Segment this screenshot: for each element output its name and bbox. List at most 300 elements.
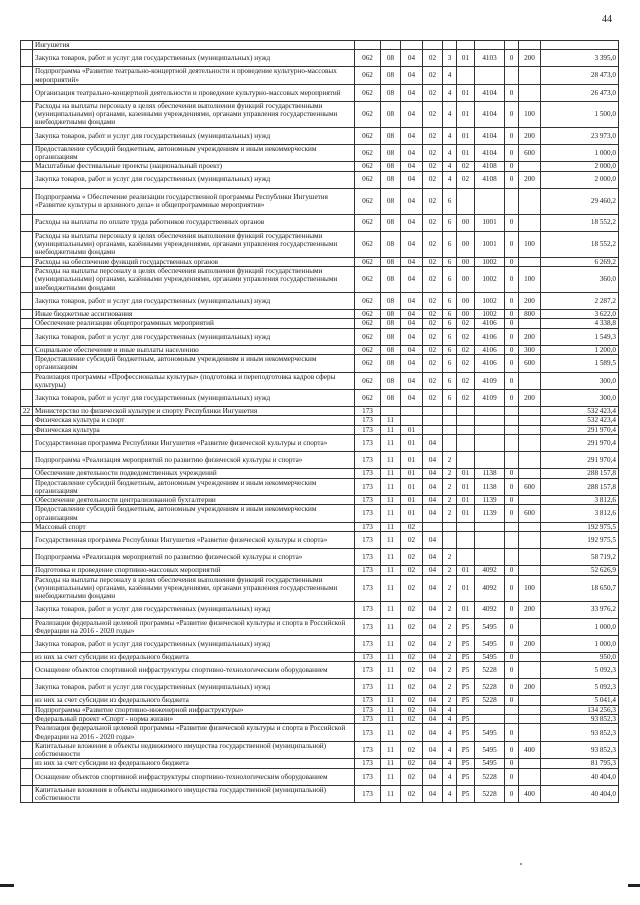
amount-cell: 29 460,2 bbox=[541, 188, 619, 214]
ministry-code-cell: 062 bbox=[355, 319, 381, 328]
section-code-cell: 08 bbox=[381, 345, 401, 354]
table-row bbox=[21, 231, 619, 257]
subsection-code-cell: 04 bbox=[401, 67, 423, 84]
event-code-cell: P5 bbox=[457, 662, 475, 679]
event-code-cell bbox=[457, 705, 475, 714]
sub-direction-cell bbox=[505, 425, 519, 434]
subprogram-code-cell: 2 bbox=[443, 549, 457, 566]
section-code-cell: 11 bbox=[381, 416, 401, 425]
row-number-cell bbox=[21, 389, 33, 406]
subprogram-code-cell: 6 bbox=[443, 257, 457, 266]
sub-direction-cell: 0 bbox=[505, 768, 519, 785]
event-code-cell: 01 bbox=[457, 495, 475, 504]
table-row bbox=[21, 257, 619, 266]
sub-direction-cell: 0 bbox=[505, 345, 519, 354]
amount-cell: 1 000,0 bbox=[541, 618, 619, 635]
amount-cell: 18 650,7 bbox=[541, 575, 619, 601]
program-code-cell: 02 bbox=[423, 162, 443, 171]
program-code-cell: 02 bbox=[423, 188, 443, 214]
direction-code-cell bbox=[475, 532, 505, 549]
ministry-code-cell: 062 bbox=[355, 266, 381, 292]
amount-cell: 2 000,0 bbox=[541, 162, 619, 171]
section-code-cell: 11 bbox=[381, 679, 401, 696]
sub-direction-cell: 0 bbox=[505, 469, 519, 478]
subprogram-code-cell: 2 bbox=[443, 495, 457, 504]
subprogram-code-cell: 2 bbox=[443, 679, 457, 696]
table-row bbox=[21, 372, 619, 389]
sub-direction-cell: 0 bbox=[505, 785, 519, 802]
ministry-code-cell: 062 bbox=[355, 84, 381, 101]
subsection-code-cell: 04 bbox=[401, 144, 423, 161]
expense-type-cell: 400 bbox=[519, 785, 541, 802]
direction-code-cell bbox=[475, 549, 505, 566]
event-code-cell: 01 bbox=[457, 575, 475, 601]
expense-name-cell: Иные бюджетные ассигнования bbox=[33, 309, 355, 318]
subprogram-code-cell: 2 bbox=[443, 566, 457, 575]
subprogram-code-cell bbox=[443, 435, 457, 452]
expense-type-cell bbox=[519, 696, 541, 705]
amount-cell: 5 092,3 bbox=[541, 662, 619, 679]
row-number-cell bbox=[21, 309, 33, 318]
program-code-cell: 02 bbox=[423, 84, 443, 101]
program-code-cell bbox=[423, 41, 443, 50]
amount-cell: 33 976,2 bbox=[541, 601, 619, 618]
section-code-cell: 11 bbox=[381, 705, 401, 714]
sub-direction-cell bbox=[505, 188, 519, 214]
direction-code-cell bbox=[475, 67, 505, 84]
section-code-cell: 08 bbox=[381, 309, 401, 318]
program-code-cell: 04 bbox=[423, 549, 443, 566]
expense-name-cell: Физическая культура и спорт bbox=[33, 416, 355, 425]
expense-name-cell: Расходы на выплаты персоналу в целях обеспечения выполнения функций государственными (муниципальными) органами, казёнными учреждениями, органами управления государственными внебюджетными фондами bbox=[33, 231, 355, 257]
sub-direction-cell: 0 bbox=[505, 127, 519, 144]
subprogram-code-cell: 4 bbox=[443, 741, 457, 758]
expense-type-cell: 100 bbox=[519, 101, 541, 127]
subsection-code-cell: 04 bbox=[401, 309, 423, 318]
subsection-code-cell: 04 bbox=[401, 389, 423, 406]
expense-name-cell: Расходы на выплаты по оплате труда работников государственных органов bbox=[33, 214, 355, 231]
subsection-code-cell: 04 bbox=[401, 328, 423, 345]
row-number-cell bbox=[21, 292, 33, 309]
event-code-cell bbox=[457, 188, 475, 214]
subsection-code-cell: 01 bbox=[401, 435, 423, 452]
expense-name-cell: Ингушетия bbox=[33, 41, 355, 50]
expense-name-cell: Реализация федеральной целевой программы «Развитие физической культуры и спорта в Российской Федерации на 2016 - 2020 годы» bbox=[33, 724, 355, 741]
ministry-code-cell: 173 bbox=[355, 679, 381, 696]
expense-name-cell: Оснащение объектов спортивной инфраструктуры спортивно-технологическим оборудованием bbox=[33, 662, 355, 679]
row-number-cell bbox=[21, 328, 33, 345]
program-code-cell: 02 bbox=[423, 328, 443, 345]
expense-name-cell: Подготовка и проведение спортивно-массовых мероприятий bbox=[33, 566, 355, 575]
subsection-code-cell: 01 bbox=[401, 495, 423, 504]
section-code-cell: 11 bbox=[381, 785, 401, 802]
row-number-cell bbox=[21, 522, 33, 531]
section-code-cell bbox=[381, 41, 401, 50]
expense-name-cell: Закупка товаров, работ и услуг для государственных (муниципальных) нужд bbox=[33, 635, 355, 652]
ministry-code-cell: 173 bbox=[355, 505, 381, 522]
row-number-cell bbox=[21, 532, 33, 549]
subprogram-code-cell: 2 bbox=[443, 662, 457, 679]
section-code-cell: 11 bbox=[381, 724, 401, 741]
event-code-cell bbox=[457, 67, 475, 84]
expense-type-cell bbox=[519, 257, 541, 266]
amount-cell: 288 157,8 bbox=[541, 469, 619, 478]
section-code-cell: 08 bbox=[381, 257, 401, 266]
event-code-cell: 01 bbox=[457, 601, 475, 618]
expense-type-cell: 300 bbox=[519, 345, 541, 354]
subsection-code-cell: 04 bbox=[401, 319, 423, 328]
expense-type-cell bbox=[519, 759, 541, 768]
ministry-code-cell: 062 bbox=[355, 214, 381, 231]
event-code-cell: 01 bbox=[457, 478, 475, 495]
row-number-cell: 22 bbox=[21, 406, 33, 415]
sub-direction-cell: 0 bbox=[505, 652, 519, 661]
table-row bbox=[21, 41, 619, 50]
subprogram-code-cell: 3 bbox=[443, 50, 457, 67]
row-number-cell bbox=[21, 162, 33, 171]
event-code-cell bbox=[457, 406, 475, 415]
ministry-code-cell: 173 bbox=[355, 469, 381, 478]
subsection-code-cell: 02 bbox=[401, 705, 423, 714]
row-number-cell bbox=[21, 635, 33, 652]
subprogram-code-cell: 4 bbox=[443, 759, 457, 768]
table-row bbox=[21, 679, 619, 696]
amount-cell: 288 157,8 bbox=[541, 478, 619, 495]
sub-direction-cell bbox=[505, 452, 519, 469]
subsection-code-cell: 02 bbox=[401, 759, 423, 768]
table-row bbox=[21, 469, 619, 478]
direction-code-cell: 4104 bbox=[475, 84, 505, 101]
subsection-code-cell: 02 bbox=[401, 532, 423, 549]
program-code-cell bbox=[423, 416, 443, 425]
direction-code-cell: 5228 bbox=[475, 768, 505, 785]
table-row bbox=[21, 549, 619, 566]
table-row bbox=[21, 425, 619, 434]
ministry-code-cell: 173 bbox=[355, 416, 381, 425]
amount-cell bbox=[541, 41, 619, 50]
section-code-cell: 08 bbox=[381, 171, 401, 188]
ministry-code-cell: 173 bbox=[355, 478, 381, 495]
expense-name-cell: Расходы на выплаты персоналу в целях обеспечения выполнения функций государственными (муниципальными) органами, казёнными учреждениями, органами управления государственными внебюджетными фондами bbox=[33, 575, 355, 601]
ministry-code-cell: 062 bbox=[355, 345, 381, 354]
table-row bbox=[21, 522, 619, 531]
expense-type-cell bbox=[519, 425, 541, 434]
section-code-cell: 08 bbox=[381, 389, 401, 406]
program-code-cell: 04 bbox=[423, 705, 443, 714]
sub-direction-cell: 0 bbox=[505, 309, 519, 318]
amount-cell: 40 404,0 bbox=[541, 768, 619, 785]
direction-code-cell: 4106 bbox=[475, 355, 505, 372]
table-row bbox=[21, 601, 619, 618]
expense-name-cell: Подпрограмма «Развитие спортивно-инженерной инфраструктуры» bbox=[33, 705, 355, 714]
section-code-cell: 11 bbox=[381, 618, 401, 635]
program-code-cell: 04 bbox=[423, 741, 443, 758]
direction-code-cell: 4092 bbox=[475, 601, 505, 618]
sub-direction-cell: 0 bbox=[505, 292, 519, 309]
direction-code-cell bbox=[475, 425, 505, 434]
program-code-cell: 04 bbox=[423, 478, 443, 495]
expense-type-cell bbox=[519, 768, 541, 785]
expense-type-cell bbox=[519, 705, 541, 714]
ministry-code-cell: 062 bbox=[355, 171, 381, 188]
table-row bbox=[21, 705, 619, 714]
amount-cell: 3 812,6 bbox=[541, 505, 619, 522]
subprogram-code-cell bbox=[443, 522, 457, 531]
expense-type-cell: 600 bbox=[519, 144, 541, 161]
expense-name-cell: Закупка товаров, работ и услуг для государственных (муниципальных) нужд bbox=[33, 292, 355, 309]
program-code-cell: 04 bbox=[423, 452, 443, 469]
subsection-code-cell: 02 bbox=[401, 662, 423, 679]
table-row bbox=[21, 67, 619, 84]
subprogram-code-cell bbox=[443, 416, 457, 425]
expense-name-cell: Закупка товаров, работ и услуг для государственных (муниципальных) нужд bbox=[33, 601, 355, 618]
subprogram-code-cell: 4 bbox=[443, 127, 457, 144]
sub-direction-cell bbox=[505, 41, 519, 50]
subprogram-code-cell: 4 bbox=[443, 84, 457, 101]
amount-cell: 6 269,2 bbox=[541, 257, 619, 266]
subprogram-code-cell: 4 bbox=[443, 768, 457, 785]
event-code-cell: 01 bbox=[457, 469, 475, 478]
expense-name-cell: Предоставление субсидий бюджетным, автономным учреждениям и иным некоммерческим организациям bbox=[33, 478, 355, 495]
subprogram-code-cell: 6 bbox=[443, 355, 457, 372]
subsection-code-cell: 02 bbox=[401, 768, 423, 785]
table-row bbox=[21, 355, 619, 372]
row-number-cell bbox=[21, 144, 33, 161]
sub-direction-cell: 0 bbox=[505, 679, 519, 696]
table-row bbox=[21, 652, 619, 661]
event-code-cell bbox=[457, 522, 475, 531]
event-code-cell: 01 bbox=[457, 505, 475, 522]
section-code-cell: 08 bbox=[381, 101, 401, 127]
section-code-cell: 08 bbox=[381, 144, 401, 161]
sub-direction-cell bbox=[505, 705, 519, 714]
amount-cell: 360,0 bbox=[541, 266, 619, 292]
sub-direction-cell: 0 bbox=[505, 601, 519, 618]
section-code-cell: 08 bbox=[381, 127, 401, 144]
expense-name-cell: Подпрограмма «Реализация мероприятий по развитию физической культуры и спорта» bbox=[33, 452, 355, 469]
event-code-cell bbox=[457, 41, 475, 50]
direction-code-cell: 5228 bbox=[475, 785, 505, 802]
event-code-cell: 02 bbox=[457, 328, 475, 345]
amount-cell: 81 795,3 bbox=[541, 759, 619, 768]
section-code-cell: 08 bbox=[381, 162, 401, 171]
section-code-cell: 08 bbox=[381, 214, 401, 231]
direction-code-cell: 4109 bbox=[475, 389, 505, 406]
row-number-cell bbox=[21, 127, 33, 144]
expense-type-cell bbox=[519, 416, 541, 425]
direction-code-cell: 1001 bbox=[475, 214, 505, 231]
direction-code-cell: 5228 bbox=[475, 696, 505, 705]
expense-name-cell: из них за счет субсидии из федерального бюджета bbox=[33, 696, 355, 705]
expense-type-cell: 200 bbox=[519, 292, 541, 309]
event-code-cell: 02 bbox=[457, 319, 475, 328]
row-number-cell bbox=[21, 566, 33, 575]
event-code-cell bbox=[457, 416, 475, 425]
expense-name-cell: Закупка товаров, работ и услуг для государственных (муниципальных) нужд bbox=[33, 127, 355, 144]
subsection-code-cell bbox=[401, 41, 423, 50]
event-code-cell: 02 bbox=[457, 355, 475, 372]
amount-cell: 93 852,3 bbox=[541, 715, 619, 724]
sub-direction-cell: 0 bbox=[505, 257, 519, 266]
ministry-code-cell: 173 bbox=[355, 435, 381, 452]
section-code-cell: 11 bbox=[381, 532, 401, 549]
sub-direction-cell: 0 bbox=[505, 372, 519, 389]
ministry-code-cell: 062 bbox=[355, 292, 381, 309]
program-code-cell: 02 bbox=[423, 101, 443, 127]
direction-code-cell bbox=[475, 715, 505, 724]
event-code-cell: 01 bbox=[457, 566, 475, 575]
row-number-cell bbox=[21, 696, 33, 705]
section-code-cell: 11 bbox=[381, 469, 401, 478]
table-row bbox=[21, 101, 619, 127]
expense-type-cell bbox=[519, 549, 541, 566]
subsection-code-cell: 04 bbox=[401, 214, 423, 231]
sub-direction-cell: 0 bbox=[505, 505, 519, 522]
sub-direction-cell: 0 bbox=[505, 389, 519, 406]
expense-type-cell bbox=[519, 495, 541, 504]
table-row bbox=[21, 144, 619, 161]
program-code-cell: 04 bbox=[423, 532, 443, 549]
amount-cell: 532 423,4 bbox=[541, 416, 619, 425]
scan-speck bbox=[520, 863, 522, 865]
program-code-cell: 04 bbox=[423, 785, 443, 802]
section-code-cell: 11 bbox=[381, 768, 401, 785]
subsection-code-cell: 04 bbox=[401, 127, 423, 144]
subprogram-code-cell: 6 bbox=[443, 328, 457, 345]
subsection-code-cell bbox=[401, 416, 423, 425]
program-code-cell: 02 bbox=[423, 372, 443, 389]
expense-type-cell bbox=[519, 715, 541, 724]
expense-type-cell bbox=[519, 662, 541, 679]
event-code-cell bbox=[457, 549, 475, 566]
ministry-code-cell: 173 bbox=[355, 522, 381, 531]
expense-name-cell: Закупка товаров, работ и услуг для государственных (муниципальных) нужд bbox=[33, 389, 355, 406]
expense-type-cell: 200 bbox=[519, 389, 541, 406]
subprogram-code-cell: 4 bbox=[443, 101, 457, 127]
expense-type-cell bbox=[519, 319, 541, 328]
event-code-cell: 00 bbox=[457, 292, 475, 309]
subprogram-code-cell: 6 bbox=[443, 214, 457, 231]
direction-code-cell: 1138 bbox=[475, 469, 505, 478]
amount-cell: 192 975,5 bbox=[541, 522, 619, 531]
direction-code-cell: 4092 bbox=[475, 566, 505, 575]
expense-name-cell: Закупка товаров, работ и услуг для государственных (муниципальных) нужд bbox=[33, 50, 355, 67]
expense-name-cell: Закупка товаров, работ и услуг для государственных (муниципальных) нужд bbox=[33, 679, 355, 696]
subsection-code-cell: 02 bbox=[401, 679, 423, 696]
subprogram-code-cell: 2 bbox=[443, 652, 457, 661]
ministry-code-cell: 173 bbox=[355, 662, 381, 679]
sub-direction-cell: 0 bbox=[505, 618, 519, 635]
program-code-cell: 04 bbox=[423, 505, 443, 522]
subsection-code-cell: 04 bbox=[401, 345, 423, 354]
program-code-cell: 02 bbox=[423, 257, 443, 266]
ministry-code-cell: 173 bbox=[355, 601, 381, 618]
amount-cell: 192 975,5 bbox=[541, 532, 619, 549]
table-row bbox=[21, 741, 619, 758]
expense-type-cell: 400 bbox=[519, 741, 541, 758]
subprogram-code-cell: 4 bbox=[443, 171, 457, 188]
row-number-cell bbox=[21, 345, 33, 354]
program-code-cell bbox=[423, 406, 443, 415]
section-code-cell: 11 bbox=[381, 759, 401, 768]
subsection-code-cell: 02 bbox=[401, 652, 423, 661]
ministry-code-cell: 173 bbox=[355, 635, 381, 652]
event-code-cell: 00 bbox=[457, 266, 475, 292]
expense-type-cell bbox=[519, 435, 541, 452]
direction-code-cell: 1139 bbox=[475, 495, 505, 504]
ministry-code-cell: 062 bbox=[355, 188, 381, 214]
direction-code-cell bbox=[475, 416, 505, 425]
program-code-cell: 04 bbox=[423, 635, 443, 652]
row-number-cell bbox=[21, 41, 33, 50]
section-code-cell: 08 bbox=[381, 231, 401, 257]
row-number-cell bbox=[21, 715, 33, 724]
row-number-cell bbox=[21, 505, 33, 522]
direction-code-cell bbox=[475, 406, 505, 415]
subsection-code-cell: 04 bbox=[401, 372, 423, 389]
row-number-cell bbox=[21, 319, 33, 328]
subprogram-code-cell: 4 bbox=[443, 715, 457, 724]
expense-type-cell bbox=[519, 469, 541, 478]
table-row bbox=[21, 127, 619, 144]
expense-name-cell: Закупка товаров, работ и услуг для государственных (муниципальных) нужд bbox=[33, 171, 355, 188]
section-code-cell: 11 bbox=[381, 452, 401, 469]
sub-direction-cell: 0 bbox=[505, 84, 519, 101]
amount-cell: 40 404,0 bbox=[541, 785, 619, 802]
row-number-cell bbox=[21, 355, 33, 372]
row-number-cell bbox=[21, 469, 33, 478]
amount-cell: 1 549,3 bbox=[541, 328, 619, 345]
ministry-code-cell: 062 bbox=[355, 355, 381, 372]
program-code-cell: 04 bbox=[423, 759, 443, 768]
expense-type-cell bbox=[519, 188, 541, 214]
expense-type-cell: 600 bbox=[519, 478, 541, 495]
row-number-cell bbox=[21, 435, 33, 452]
section-code-cell: 11 bbox=[381, 715, 401, 724]
amount-cell: 300,0 bbox=[541, 389, 619, 406]
subsection-code-cell: 04 bbox=[401, 355, 423, 372]
event-code-cell: P5 bbox=[457, 715, 475, 724]
sub-direction-cell: 0 bbox=[505, 495, 519, 504]
subprogram-code-cell: 4 bbox=[443, 67, 457, 84]
program-code-cell: 04 bbox=[423, 575, 443, 601]
sub-direction-cell: 0 bbox=[505, 50, 519, 67]
subprogram-code-cell: 2 bbox=[443, 635, 457, 652]
section-code-cell: 11 bbox=[381, 741, 401, 758]
direction-code-cell bbox=[475, 705, 505, 714]
table-row bbox=[21, 214, 619, 231]
table-row bbox=[21, 292, 619, 309]
event-code-cell: 02 bbox=[457, 345, 475, 354]
table-row bbox=[21, 505, 619, 522]
expense-type-cell bbox=[519, 406, 541, 415]
program-code-cell: 02 bbox=[423, 171, 443, 188]
expense-name-cell: Обеспечение деятельности подведомственных учреждений bbox=[33, 469, 355, 478]
expense-type-cell bbox=[519, 67, 541, 84]
event-code-cell: 00 bbox=[457, 231, 475, 257]
direction-code-cell: 5228 bbox=[475, 662, 505, 679]
expense-type-cell bbox=[519, 618, 541, 635]
sub-direction-cell: 0 bbox=[505, 214, 519, 231]
event-code-cell: 01 bbox=[457, 101, 475, 127]
sub-direction-cell bbox=[505, 532, 519, 549]
expense-name-cell: Обеспечение деятельности централизованной бухгалтерии bbox=[33, 495, 355, 504]
sub-direction-cell: 0 bbox=[505, 266, 519, 292]
program-code-cell: 04 bbox=[423, 495, 443, 504]
expense-type-cell bbox=[519, 84, 541, 101]
row-number-cell bbox=[21, 741, 33, 758]
direction-code-cell bbox=[475, 522, 505, 531]
